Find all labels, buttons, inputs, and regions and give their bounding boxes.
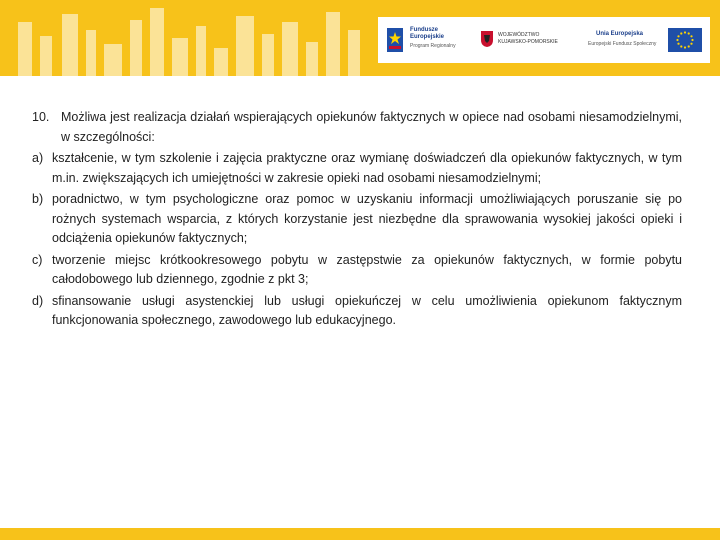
footer-band <box>0 528 720 540</box>
header-decoration <box>214 48 228 76</box>
header-decoration <box>86 30 96 76</box>
point-10 <box>32 108 682 147</box>
list-item-text: kształcenie, w tym szkolenie i zajęcia praktyczne oraz wymianę doświadczeń dla opiekunów faktycznych, w tym m.in. zwiększających ich umiejętności w zakresie opieki nad osobami niesamodzielnymi; <box>52 151 682 185</box>
kujawsko-pomorskie-crest-icon <box>480 30 494 48</box>
header-decoration <box>236 16 254 76</box>
header-decoration <box>262 34 274 76</box>
ue-logo-line1: Unia Europejska <box>596 31 644 37</box>
header-decoration <box>306 42 318 76</box>
fundusze-europejskie-logo <box>382 17 464 63</box>
wojewodztwo-logo-line2: KUJAWSKO-POMORSKIE <box>498 39 558 45</box>
list-item-text: tworzenie miejsc krótkookresowego pobytu w zastępstwie za opiekunów faktycznych, w formie pobytu całodobowego lub dziennego, zgodnie z pkt 3; <box>52 252 682 286</box>
fundusze-europejskie-star-icon <box>384 26 406 54</box>
header-decoration <box>62 14 78 76</box>
logo-bar <box>378 17 710 63</box>
wojewodztwo-logo-line1: WOJEWÓDZTWO <box>498 32 540 38</box>
header-decoration <box>104 44 122 76</box>
fundusze-logo-line1: Fundusze <box>410 27 438 33</box>
header-decoration <box>40 36 52 76</box>
header-decoration <box>172 38 188 76</box>
list-item-marker: d) <box>32 293 44 308</box>
point-10-marker: 10. <box>32 110 50 124</box>
list-item-c <box>32 251 682 290</box>
list-item-text: sfinansowanie usługi asystenckiej lub usługi opiekuńczej w celu umożliwienia opiekunom faktycznym funkcjonowania społecznego, zawodowego lub edukacyjnego. <box>52 293 682 327</box>
list-item-b <box>32 190 682 249</box>
fundusze-logo-line3: Program Regionalny <box>410 43 456 49</box>
list-item-marker: b) <box>32 192 44 206</box>
document-body <box>32 108 682 333</box>
header-decoration <box>282 22 298 76</box>
list-item-text: poradnictwo, w tym psychologiczne oraz pomoc w uzyskaniu informacji umożliwiających poruszanie się po rożnych systemach wsparcia, z których korzystanie jest niezbędne dla sprawowania wysokiej jakości opieki i odciążenia opiekunów faktycznych; <box>52 192 682 245</box>
header-decoration <box>348 30 360 76</box>
wojewodztwo-logo <box>478 17 568 63</box>
list-item-marker: c) <box>32 252 43 267</box>
unia-europejska-logo <box>584 17 708 63</box>
header-decoration <box>196 26 206 76</box>
header-decoration <box>150 8 164 76</box>
eu-flag-icon <box>668 28 702 52</box>
header-decoration <box>326 12 340 76</box>
list-item-d <box>32 292 682 331</box>
header-band <box>0 0 720 76</box>
ue-logo-line2: Europejski Fundusz Społeczny <box>588 41 657 47</box>
list-item-marker: a) <box>32 151 44 165</box>
point-10-text: Możliwa jest realizacja działań wspierających opiekunów faktycznych w opiece nad osobami niesamodzielnymi, w szczególności: <box>61 110 682 144</box>
header-decoration <box>18 22 32 76</box>
list-item-a <box>32 149 682 188</box>
header-decoration <box>130 20 142 76</box>
fundusze-logo-line2: Europejskie <box>410 34 445 40</box>
